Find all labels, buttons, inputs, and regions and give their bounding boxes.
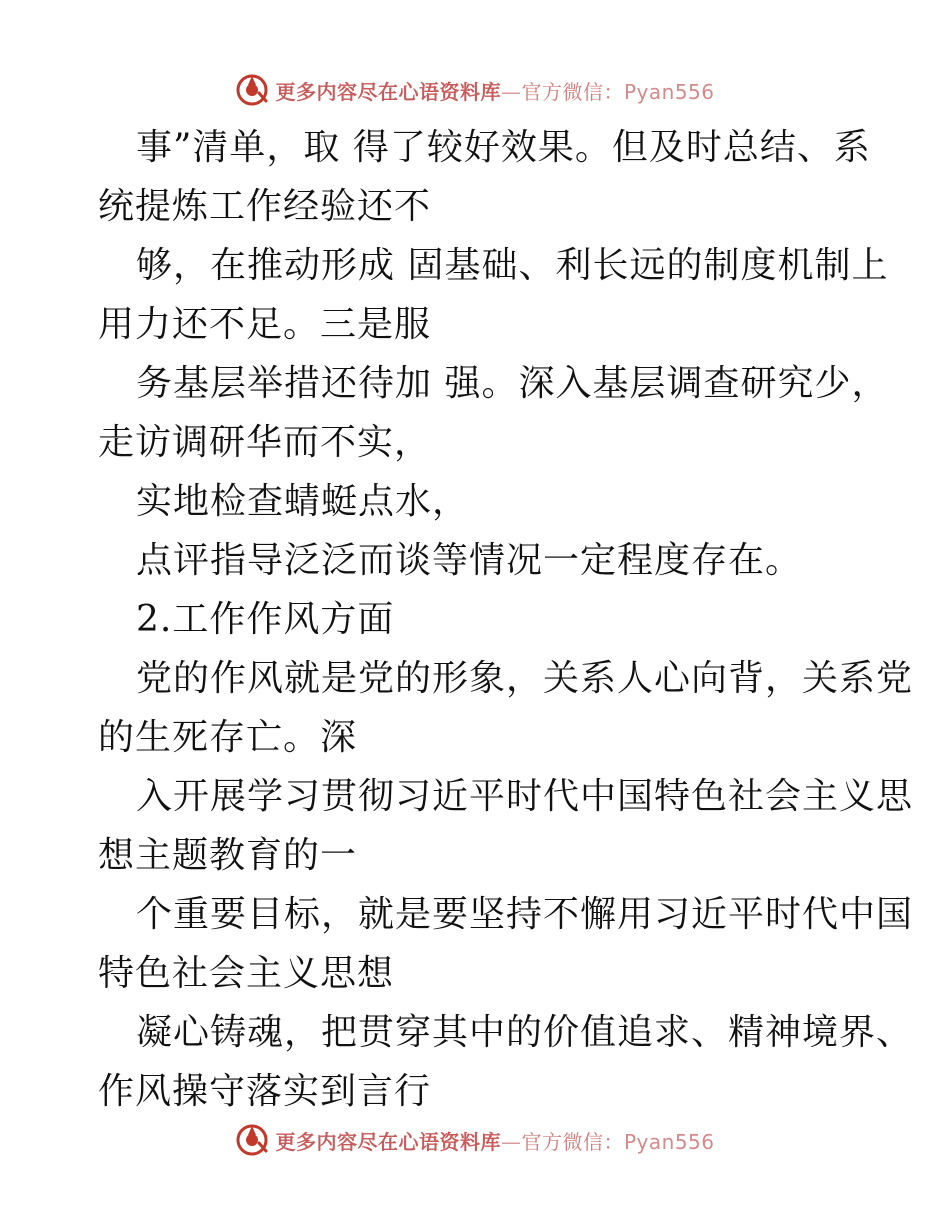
watermark-suffix: 官方微信： [521, 79, 624, 104]
text-line: 点评指导泛泛而谈等情况一定程度存在。 [136, 540, 803, 581]
watermark-separator: — [500, 79, 522, 104]
text-line: 事”清单，取 得了较好效果。但及时总结、系 [136, 127, 871, 168]
watermark-suffix: 官方微信： [521, 1129, 624, 1154]
text-line: 的生死存亡。深 [98, 717, 358, 758]
text-line: 党的作风就是党的形象，关系人心向背，关系党 [136, 658, 914, 699]
watermark-text [275, 76, 714, 105]
watermark-main: 更多内容尽在心语资料库 [275, 79, 501, 104]
text-line: 走访调研华而不实， [98, 422, 432, 463]
footer-watermark [0, 1120, 950, 1160]
text-line: 想主题教育的一 [98, 835, 358, 876]
header-watermark [0, 70, 950, 110]
watermark-separator: — [500, 1129, 522, 1154]
text-line: 作风操守落实到言行 [98, 1071, 432, 1112]
text-line: 够，在推动形成 固基础、利长远的制度机制上 [136, 245, 889, 286]
watermark-id: Pyan556 [623, 1129, 715, 1154]
text-line: 用力还不足。三是服 [98, 304, 432, 345]
watermark-text [275, 1126, 714, 1155]
watermark-id: Pyan556 [623, 79, 715, 104]
watermark-logo-icon [235, 1123, 269, 1157]
text-line: 凝心铸魂，把贯穿其中的价值追求、精神境界、 [136, 1012, 914, 1053]
text-line: 务基层举措还待加 强。深入基层调查研究少， [136, 363, 889, 404]
text-line: 个重要目标，就是要坚持不懈用习近平时代中国 [136, 894, 914, 935]
watermark-main: 更多内容尽在心语资料库 [275, 1129, 501, 1154]
watermark-logo-icon [235, 73, 269, 107]
text-line: 特色社会主义思想 [98, 953, 395, 994]
text-line: 统提炼工作经验还不 [98, 186, 432, 227]
section-heading: 2.工作作风方面 [136, 599, 395, 640]
text-line: 实地检查蜻蜓点水， [136, 481, 470, 522]
text-line: 入开展学习贯彻习近平时代中国特色社会主义思 [136, 776, 914, 817]
document-body [98, 118, 914, 1121]
